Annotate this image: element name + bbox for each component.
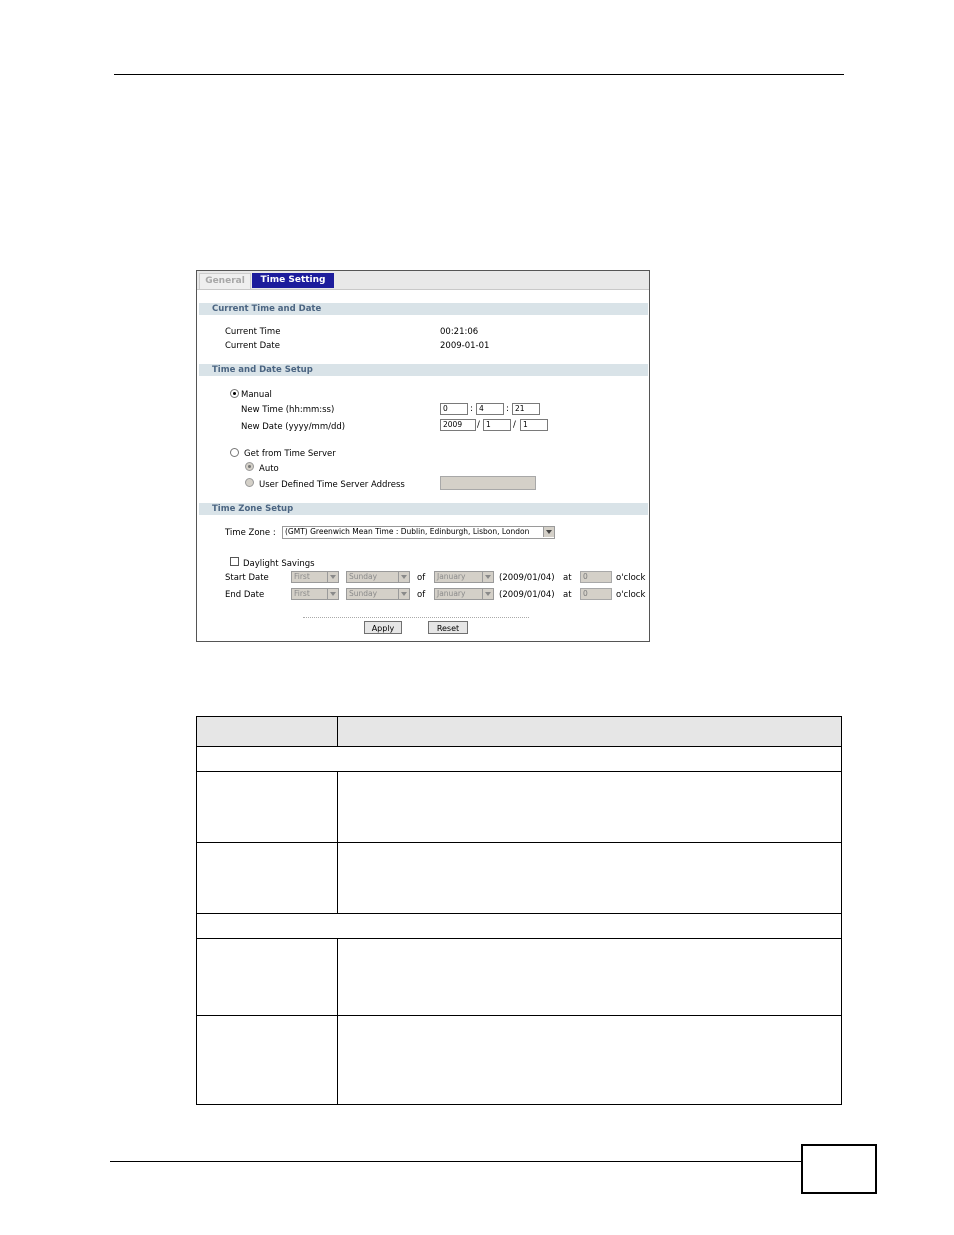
start-month-select[interactable] — [434, 571, 494, 583]
tab-general[interactable]: General — [199, 273, 251, 289]
auto-radio[interactable] — [245, 462, 254, 471]
end-date-hint: (2009/01/04) — [499, 590, 555, 600]
apply-button[interactable]: Apply — [364, 621, 402, 634]
chevron-down-icon[interactable] — [327, 589, 338, 599]
user-defined-radio[interactable] — [245, 478, 254, 487]
start-month-value: January — [437, 572, 466, 581]
oclock-label: o'clock — [616, 590, 646, 600]
day-input[interactable]: 1 — [520, 419, 548, 431]
start-week-select[interactable] — [291, 571, 339, 583]
footer-rule — [110, 1161, 801, 1162]
chevron-down-icon[interactable] — [482, 589, 493, 599]
end-date-label: End Date — [225, 590, 265, 600]
table-column-divider — [337, 771, 338, 913]
chevron-down-icon[interactable] — [482, 572, 493, 582]
time-zone-select[interactable] — [282, 526, 555, 539]
table-column-divider — [337, 938, 338, 1104]
time-setting-screen — [196, 270, 650, 642]
end-week-value: First — [294, 589, 310, 598]
section-time-zone-setup: Time Zone Setup — [199, 503, 648, 515]
manual-label: Manual — [241, 390, 272, 400]
current-date-value: 2009-01-01 — [440, 341, 490, 351]
current-date-label: Current Date — [225, 341, 280, 351]
reset-button[interactable]: Reset — [428, 621, 468, 634]
chevron-down-icon[interactable] — [398, 589, 409, 599]
time-separator: : — [470, 404, 473, 414]
year-input[interactable]: 2009 — [440, 419, 476, 431]
start-date-label: Start Date — [225, 573, 269, 583]
month-input[interactable]: 1 — [483, 419, 511, 431]
chevron-down-icon[interactable] — [327, 572, 338, 582]
of-label: of — [417, 590, 426, 600]
table-row-divider — [197, 1015, 841, 1016]
section-current-time-date: Current Time and Date — [199, 303, 648, 315]
daylight-savings-checkbox[interactable] — [230, 557, 239, 566]
manual-radio[interactable] — [230, 389, 239, 398]
table-row-divider — [197, 913, 841, 914]
table-column-divider — [337, 717, 338, 746]
time-zone-value: (GMT) Greenwich Mean Time : Dublin, Edinburgh, Lisbon, London — [285, 527, 530, 536]
time-server-radio[interactable] — [230, 448, 239, 457]
oclock-label: o'clock — [616, 573, 646, 583]
at-label: at — [563, 590, 572, 600]
end-weekday-value: Sunday — [349, 589, 378, 598]
table-row-divider — [197, 938, 841, 939]
second-input[interactable]: 21 — [512, 403, 540, 415]
time-zone-label: Time Zone : — [225, 528, 276, 538]
new-date-label: New Date (yyyy/mm/dd) — [241, 422, 346, 432]
end-month-value: January — [437, 589, 466, 598]
table-header — [197, 717, 841, 746]
field-description-table — [196, 716, 842, 1105]
of-label: of — [417, 573, 426, 583]
section-time-date-setup: Time and Date Setup — [199, 364, 648, 376]
table-row-divider — [197, 771, 841, 772]
start-week-value: First — [294, 572, 310, 581]
end-month-select[interactable] — [434, 588, 494, 600]
table-row-divider — [197, 842, 841, 843]
tab-bar — [197, 271, 649, 290]
date-separator: / — [513, 420, 516, 430]
auto-label: Auto — [259, 464, 279, 474]
end-hour-input[interactable]: 0 — [580, 588, 612, 600]
tab-time-setting[interactable]: Time Setting — [252, 273, 334, 288]
new-time-label: New Time (hh:mm:ss) — [241, 405, 335, 415]
current-time-value: 00:21:06 — [440, 327, 479, 337]
end-week-select[interactable] — [291, 588, 339, 600]
start-weekday-select[interactable] — [346, 571, 410, 583]
daylight-savings-label: Daylight Savings — [243, 559, 315, 569]
end-weekday-select[interactable] — [346, 588, 410, 600]
time-server-label: Get from Time Server — [244, 449, 336, 459]
hour-input[interactable]: 0 — [440, 403, 468, 415]
start-date-hint: (2009/01/04) — [499, 573, 555, 583]
date-separator: / — [477, 420, 480, 430]
at-label: at — [563, 573, 572, 583]
time-separator: : — [506, 404, 509, 414]
chevron-down-icon[interactable] — [543, 527, 554, 537]
page-number-box — [801, 1144, 877, 1194]
chevron-down-icon[interactable] — [398, 572, 409, 582]
current-time-label: Current Time — [225, 327, 281, 337]
start-weekday-value: Sunday — [349, 572, 378, 581]
server-address-input[interactable] — [440, 476, 536, 490]
table-row-divider — [197, 746, 841, 747]
start-hour-input[interactable]: 0 — [580, 571, 612, 583]
header-rule — [114, 74, 844, 75]
user-defined-label: User Defined Time Server Address — [259, 480, 405, 490]
divider — [303, 617, 529, 618]
minute-input[interactable]: 4 — [476, 403, 504, 415]
